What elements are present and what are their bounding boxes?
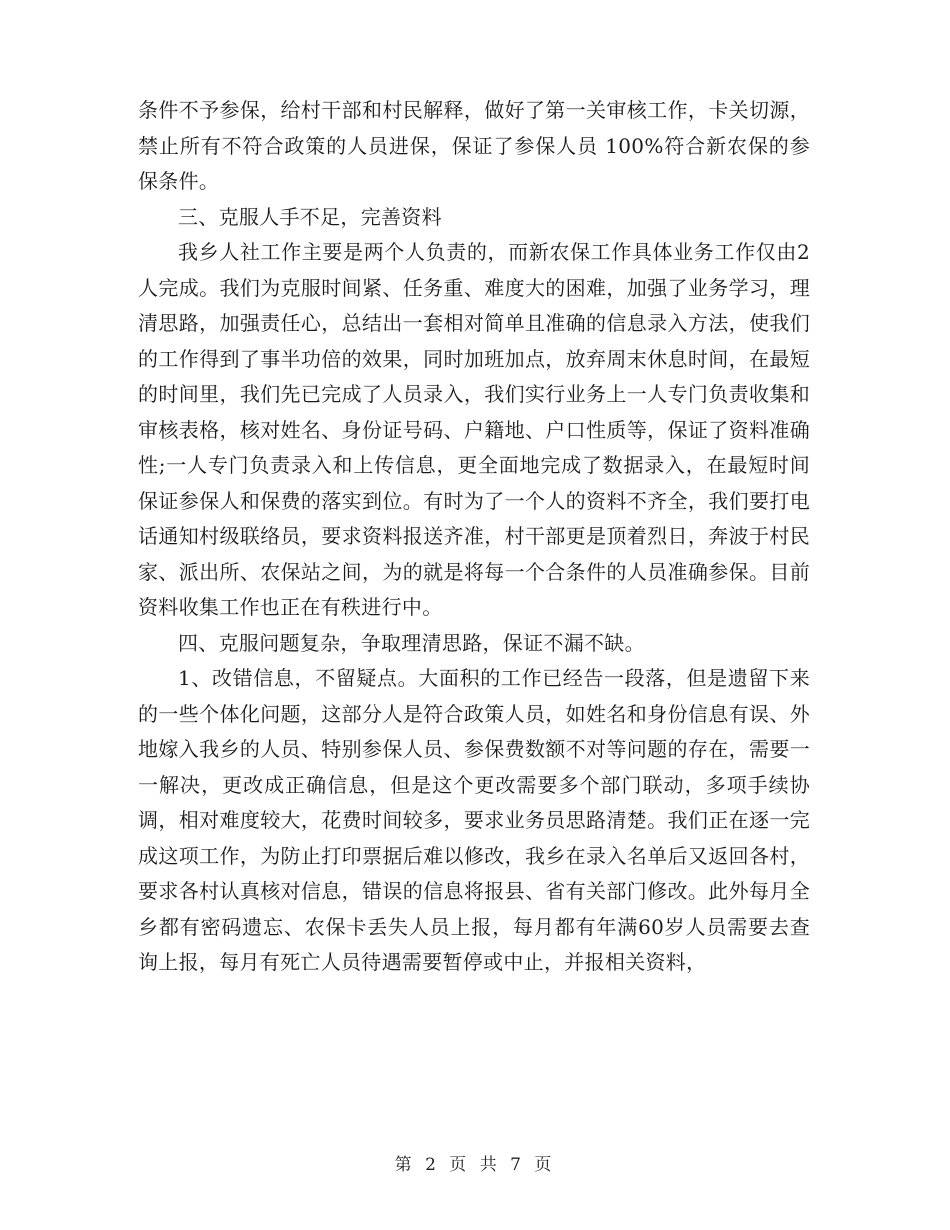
paragraph-continuation: 条件不予参保，给村干部和村民解释，做好了第一关审核工作，卡关切源，禁止所有不符合政策的人员进保，保证了参保人员 100%符合新农保的参保条件。 <box>138 98 810 193</box>
page-number-footer: 第 2 页 共 7 页 <box>394 1155 556 1175</box>
paragraph-error-correction: 1、改错信息，不留疑点。大面积的工作已经告一段落，但是遗留下来的一些个体化问题，这部分人是符合政策人员，如姓名和身份信息有误、外地嫁入我乡的人员、特别参保人员、参保费数额不对等问题的存在，需要一一解决，更改成正确信息，但是这个更改需要多个部门联动，多项手续协调，相对难度较大，花费时间较多，要求业务员思路清楚。我们正在逐一完成这项工作，为防止打印票据后难以修改，我乡在录入名单后又返回各村，要求各村认真核对信息，错误的信息将报县、省有关部门修改。此外每月全乡都有密码遗忘、农保卡丢失人员上报，每月都有年满60岁人员需要去查询上报，每月有死亡人员待遇需要暂停或中止，并报相关资料， <box>138 666 810 974</box>
paragraph-staffing: 我乡人社工作主要是两个人负责的，而新农保工作具体业务工作仅由2人完成。我们为克服时间紧、任务重、难度大的困难，加强了业务学习，理清思路，加强责任心，总结出一套相对简单且准确的信息录入方法，使我们的工作得到了事半功倍的效果，同时加班加点，放弃周末休息时间，在最短的时间里，我们先已完成了人员录入，我们实行业务上一人专门负责收集和审核表格，核对姓名、身份证号码、户籍地、户口性质等，保证了资料准确性;一人专门负责录入和上传信息，更全面地完成了数据录入，在最短时间保证参保人和保费的落实到位。有时为了一个人的资料不齐全，我们要打电话通知村级联络员，要求资料报送齐准，村干部更是顶着烈日，奔波于村民家、派出所、农保站之间，为的就是将每一个合条件的人员准确参保。目前资料收集工作也正在有秩进行中。 <box>138 240 810 619</box>
section-heading-3: 三、克服人手不足，完善资料 <box>178 204 442 229</box>
document-body <box>138 93 810 981</box>
section-heading-4: 四、克服问题复杂，争取理清思路，保证不漏不缺。 <box>178 630 645 655</box>
